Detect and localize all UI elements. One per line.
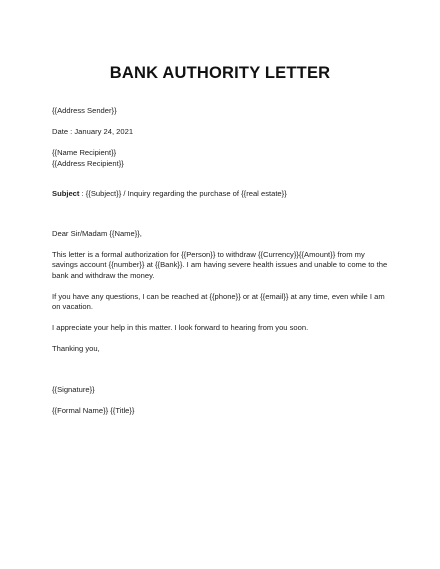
- body-paragraph-authorization: This letter is a formal authorization for {{Person}} to withdraw {{Currency}}{{Amount}} from my savings account {{number}} at {{Bank}}. I am having severe health issues and unable to come to the bank and withdraw the money.: [52, 250, 388, 280]
- spacer: [52, 116, 388, 127]
- body-paragraph-contact: If you have any questions, I can be reached at {{phone}} or at {{email}} at any time, even while I am on vacation.: [52, 291, 385, 312]
- address-sender: {{Address Sender}}: [52, 106, 117, 115]
- spacer: [52, 355, 388, 385]
- signature-placeholder: {{Signature}}: [52, 384, 95, 394]
- spacer: [52, 199, 388, 229]
- spacer: [52, 333, 388, 344]
- document-title: BANK AUTHORITY LETTER: [109, 64, 331, 82]
- subject-text: : {{Subject}} / Inquiry regarding the purchase of {{real estate}}: [79, 188, 287, 198]
- subject-label: Subject: [52, 188, 80, 198]
- date-line: [52, 127, 388, 137]
- spacer: [52, 169, 388, 189]
- subject-line: [52, 189, 388, 199]
- spacer: [52, 239, 388, 250]
- formal-name-title: {{Formal Name}} {{Title}}: [52, 405, 135, 415]
- date-label: Date :: [52, 127, 75, 137]
- body-paragraph-appreciation: I appreciate your help in this matter. I look forward to hearing from you soon.: [52, 323, 309, 333]
- salutation: Dear Sir/Madam {{Name}},: [52, 229, 142, 239]
- date-value: January 24, 2021: [74, 127, 134, 137]
- spacer: [52, 312, 388, 323]
- name-recipient: {{Name Recipient}}: [52, 148, 117, 158]
- address-recipient: {{Address Recipient}}: [52, 158, 124, 168]
- spacer: [52, 395, 388, 406]
- spacer: [52, 281, 388, 292]
- spacer: [52, 137, 388, 148]
- closing: Thanking you,: [52, 344, 100, 354]
